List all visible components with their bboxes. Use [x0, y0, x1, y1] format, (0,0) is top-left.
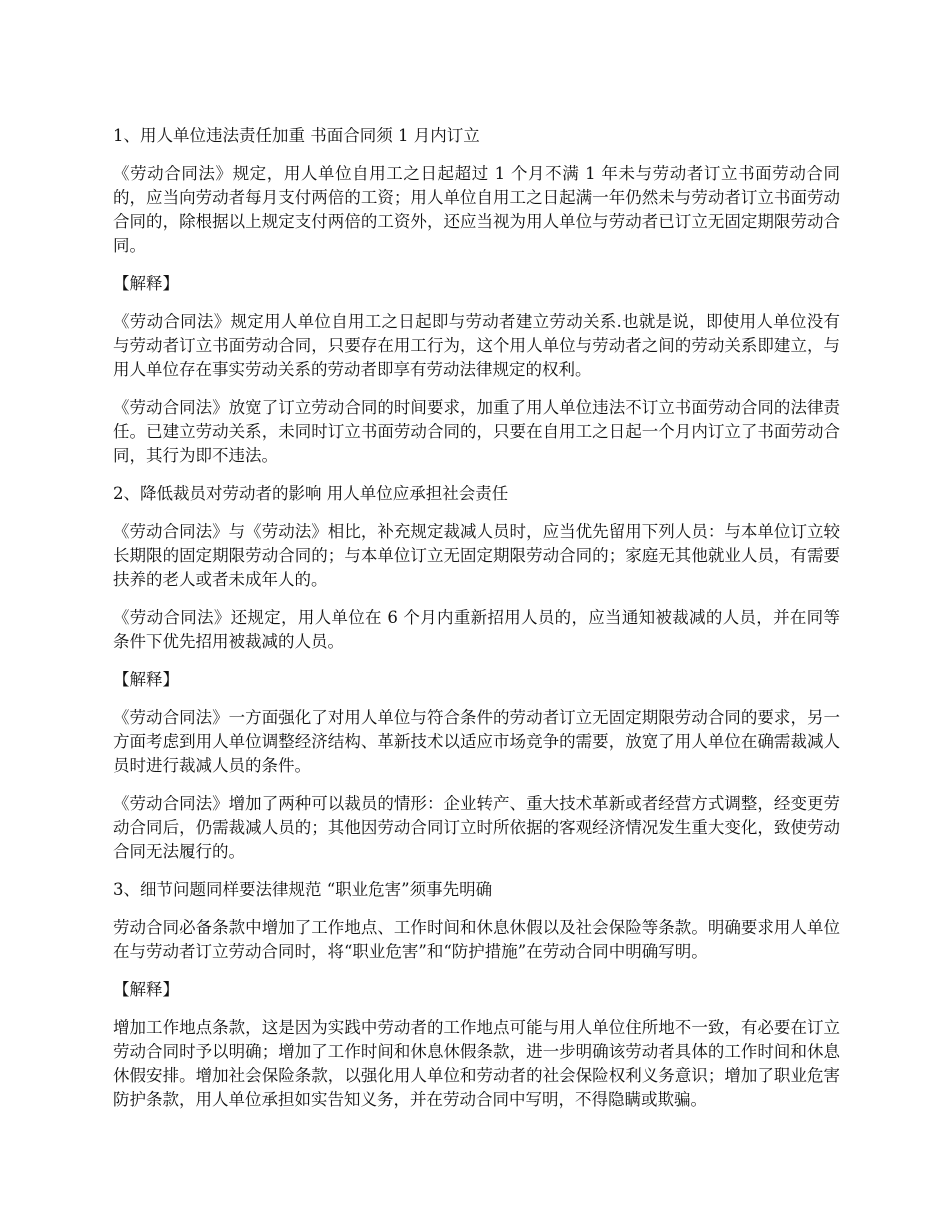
paragraph: 《劳动合同法》规定，用人单位自用工之日起超过 1 个月不满 1 年未与劳动者订立书面劳动合同的，应当向劳动者每月支付两倍的工资；用人单位自用工之日起满一年仍然未与劳动者订立书面劳动合同的，除根据以上规定支付两倍的工资外，还应当视为用人单位与劳动者已订立无固定期限劳动合同。 [113, 164, 840, 255]
explanation-label: 【解释】 [113, 980, 179, 999]
paragraph: 《劳动合同法》放宽了订立劳动合同的时间要求，加重了用人单位违法不订立书面劳动合同的法律责任。已建立劳动关系，未同时订立书面劳动合同的，只要在自用工之日起一个月内订立了书面劳动合同，其行为即不违法。 [113, 398, 840, 465]
paragraph: 劳动合同必备条款中增加了工作地点、工作时间和休息休假以及社会保险等条款。明确要求用人单位在与劳动者订立劳动合同时，将“职业危害”和“防护措施”在劳动合同中明确写明。 [113, 918, 840, 961]
section-heading-1: 1、用人单位违法责任加重 书面合同须 1 月内订立 [113, 126, 480, 145]
section-heading-3: 3、细节问题同样要法律规范 “职业危害”须事先明确 [113, 880, 493, 899]
paragraph: 《劳动合同法》一方面强化了对用人单位与符合条件的劳动者订立无固定期限劳动合同的要求，另一方面考虑到用人单位调整经济结构、革新技术以适应市场竞争的需要，放宽了用人单位在确需裁减人员时进行裁减人员的条件。 [113, 708, 840, 775]
paragraph: 增加工作地点条款，这是因为实践中劳动者的工作地点可能与用人单位住所地不一致，有必要在订立劳动合同时予以明确；增加了工作时间和休息休假条款，进一步明确该劳动者具体的工作时间和休息休假安排。增加社会保险条款，以强化用人单位和劳动者的社会保险权利义务意识；增加了职业危害防护条款，用人单位承担如实告知义务，并在劳动合同中写明，不得隐瞒或欺骗。 [113, 1018, 840, 1109]
explanation-label: 【解释】 [113, 274, 179, 293]
paragraph: 《劳动合同法》还规定，用人单位在 6 个月内重新招用人员的，应当通知被裁减的人员，并在同等条件下优先招用被裁减的人员。 [113, 608, 840, 651]
paragraph: 《劳动合同法》增加了两种可以裁员的情形：企业转产、重大技术革新或者经营方式调整，经变更劳动合同后，仍需裁减人员的；其他因劳动合同订立时所依据的客观经济情况发生重大变化，致使劳动合同无法履行的。 [113, 794, 840, 861]
paragraph: 《劳动合同法》规定用人单位自用工之日起即与劳动者建立劳动关系.也就是说，即使用人单位没有与劳动者订立书面劳动合同，只要存在用工行为，这个用人单位与劳动者之间的劳动关系即建立，与用人单位存在事实劳动关系的劳动者即享有劳动法律规定的权利。 [113, 312, 840, 379]
section-heading-2: 2、降低裁员对劳动者的影响 用人单位应承担社会责任 [113, 484, 509, 503]
explanation-label: 【解释】 [113, 670, 179, 689]
paragraph: 《劳动合同法》与《劳动法》相比，补充规定裁减人员时，应当优先留用下列人员：与本单位订立较长期限的固定期限劳动合同的；与本单位订立无固定期限劳动合同的；家庭无其他就业人员，有需要扶养的老人或者未成年人的。 [113, 522, 840, 589]
document-body [113, 124, 840, 1126]
